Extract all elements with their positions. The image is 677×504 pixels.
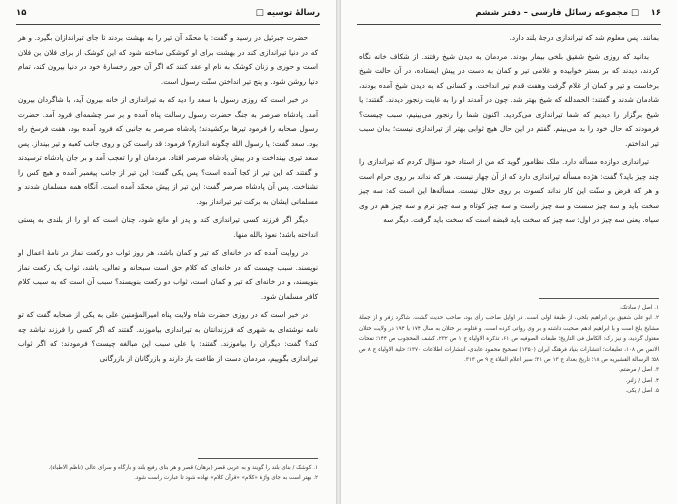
right-footnotes <box>359 303 659 397</box>
right-footnote: ۴. اصل / زلنر. <box>625 377 659 384</box>
right-footnote: ۲. ابو علی شقیق بن ابراهیم بلخی، از طبقهٔ اولی است. در اوایل صاحب رأی بود، صاحب حدیث گشت. شاگرد زفر و از جملهٔ مشایخ بلخ است و با ابراهیم ادهم صحبت داشته و بر وی رواتی کرده است. و قتلوه، بر ختلان به سال ۱۷۴ یا ۱۹۴ در ولایت ختلان مقتول گردید، و نیز رک: الکامل فی التاریخ؛ طبقات الصوفیه ص ۶۱، تذکرة الاولیاء ج ۱ ص ۲۳۲، کشف المحجوب ص ۱۴۴؛ نفحات الانس ص ۱۰۸، تعلیقات؛ انتشارات بنیاد فرهنگ ایران (۱۳۵۰) تصحیح محمود عابدی، انتشارات اطلاعات ۱۳۷۰؛ حلیة الاولیاء ج ۸ ص ۵۸؛ الرسالة القشیریه ص ۱۸؛ تاریخ بغداد ج ۱۳ ص ۳۱؛ سیر اعلام النبلاء ج ۹ ص ۳۱۳. <box>359 315 660 364</box>
left-header-rule <box>16 24 320 25</box>
right-header-rule <box>357 24 661 25</box>
left-footnotes <box>18 463 318 484</box>
left-page-header <box>16 8 320 24</box>
left-page <box>0 0 336 504</box>
left-footnote-rule <box>198 458 318 459</box>
right-footnote: ۵. اصل / یکی. <box>625 388 659 395</box>
right-footnote-rule <box>539 298 659 299</box>
left-paragraph: در خبر است که روزی رسول با سعد را دید که به تیراندازی از خانه بیرون آید، با شاگردان بیرون آمد. پادشاه صرصر به جنگ حضرت رسول رسالت پناه آمده و بر سر چشمه‌ای فرود آمد. حضرت رسول صحابه را فرمود تیرها برکشیدند؛ پادشاه صرصر به جانبی که فرود آمده بود، هفت فرسخ راه بود. سعد گفت: یا رسول الله چگونه اندازم؟ فرمود: قد راست کن و روی جانب کعبه و تیر بینداز. پس سعد تیری بینداخت و در پیش پادشاه صرصر افتاد. مردمان او را تعجب آمد و بر جان پادشاه ترسیدند و گفتند که این تیر از کجا آمده است؟ پس یکی گفت: این تیر از جانب پیغمبر آمده و هیچ کس را نشناخت. پس آن پادشاه صرصر گفت: این تیر از پیش محمّد آمده است. آنگاه همه مسلمان شدند و مسلمانی ایشان به برکت تیر تیرانداز بود. <box>18 95 318 206</box>
right-page-body <box>359 31 659 232</box>
left-paragraph: حضرت جبرئیل در رسید و گفت: یا محمّد آن تیر را به بهشت بردند تا جای تیراندازان بگیرد. و هر که در دنیا تیراندازی کند در بهشت برای او کوشکی ساخته شود که این کوشک از برای فلان بن فلان است و حوری و زنان کوشک به نام او عقد کنند که اگر آن حور رخسارهٔ خود در دنیا بیرون کند، تمام دنیا روشن شود. و پنج تیر انداختن سنّت رسول است. <box>18 33 318 86</box>
right-paragraph: بدانید که روزی شیخ شقیق بلخی بیمار بودند. مردمان به دیدن شیخ رفتند. از شکاف خانه نگاه کردند، دیدند که بر بستر خوابیده و غلامی تیر و کمان به دست در پیش ایستاده، در آن حالت شیخ برخاست و تیر و کمان از غلام گرفت وهفت قدم تیر انداخت. و کسانی که به دیدن شیخ آمده بودند، شادمان شدند و گفتند: الحمدلله که شیخ بهتر شد. چون در آمدند او را به غایت رنجور دیدند. گفتند: یا شیخ برگزار را دیدیم که شما تیراندازی می‌کردید. اکنون شما را رنجور می‌بینیم، سبب چیست؟ فرمودند که حال خود را بد می‌بینم. گفتم در این حال هیچ ثوابی بهتر از تیراندازی نیست؛ بدان سبب تیر انداختم. <box>359 51 659 148</box>
right-page-number: ۱۶ <box>650 8 661 18</box>
right-page <box>341 0 677 504</box>
right-page-running-title: □ مجموعه رسائل فارسی – دفتر ششم <box>475 8 639 18</box>
left-paragraph: دیگر اگر فرزند کسی تیراندازی کند و پدر او مانع شود، چنان است که او را از بلندی به پستی انداخته باشد؛ نعوذ بالله منها. <box>18 215 318 239</box>
left-footnote: ۱. کوشک / بنای بلند را گویند و به عربی قصر (برهان) قصر و هر بنای رفیع بلند و بارگاه و سرای عالی (ناظم الاطباء). <box>48 465 318 471</box>
right-paragraph: تیراندازی دوازده مسأله دارد. ملک نظامور گوید که من از استاد خود سؤال کردم که تیراندازی را چند چیز باید؟ گفت: هژده مسأله تیراندازی دارد که از آن چهار نیست. هر که نداند بر روی حرام است و هر که فرض و سنّت این کار نداند کسوت بر روی حلال نیست. مسأله‌ها این است که: سه چیز سخت باید و سه چیز سست و سه چیز راست و سه چیز کوتاه و سه چیز نرم و سه چیز هم در وی سیاه. یعنی سه چیز در اول: سه چیز که سخت باید قبضه است که سخت باید گرفت. دیگر سه <box>359 157 659 224</box>
right-footnote: ۱. اصل / سادتک. <box>619 305 659 311</box>
right-page-header <box>357 8 661 24</box>
right-footnote: ۳. اصل / مرضتم. <box>618 367 659 374</box>
left-footnote: ۲. بهتر است به جای واژهٔ «کلام» «قرآن کلام» نهاده شود تا عبارت راست شود. <box>134 475 318 482</box>
left-page-running-title: رسالهٔ توسیه □ <box>255 8 320 18</box>
left-page-body <box>18 31 318 370</box>
right-paragraph: بمانند. پس معلوم شد که تیراندازی درجهٔ بلند دارد. <box>509 33 659 42</box>
left-paragraph: در روایت آمده که در خانه‌ای که تیر و کمان باشد، هر روز ثواب دو رکعت نماز در نامهٔ اعمال او نویسند. سبب چیست که در خانه‌ای که کلام حق است سبحانه و تعالی، باشد، ثواب یک رکعت نماز بنویسند، و در خانه‌ای که تیر و کمان است، ثواب دو رکعت بنویسند؟ سبب آن است که به سبب کلام کافر مسلمان شود. <box>18 248 318 301</box>
left-page-number: ۱۵ <box>16 8 27 18</box>
left-paragraph: در خبر است که در روزی حضرت شاه ولایت پناه امیرالمؤمنین علی به یکی از صحابه گفت که تو نامه نوشته‌ای به شهری که فرزندانتان به تیراندازی بیاموزند. گفتند که اگر کسی را فرزند نباشد چه کند؟ گفت: دیگران را بیاموزند. گفتند: یا علی سبب این مبالغه چیست؟ فرمودند: که اگر ثواب تیراندازی بگوییم، مردمان دست از طاعت باز دارند و بازرگانان از بازرگانی <box>18 310 318 363</box>
